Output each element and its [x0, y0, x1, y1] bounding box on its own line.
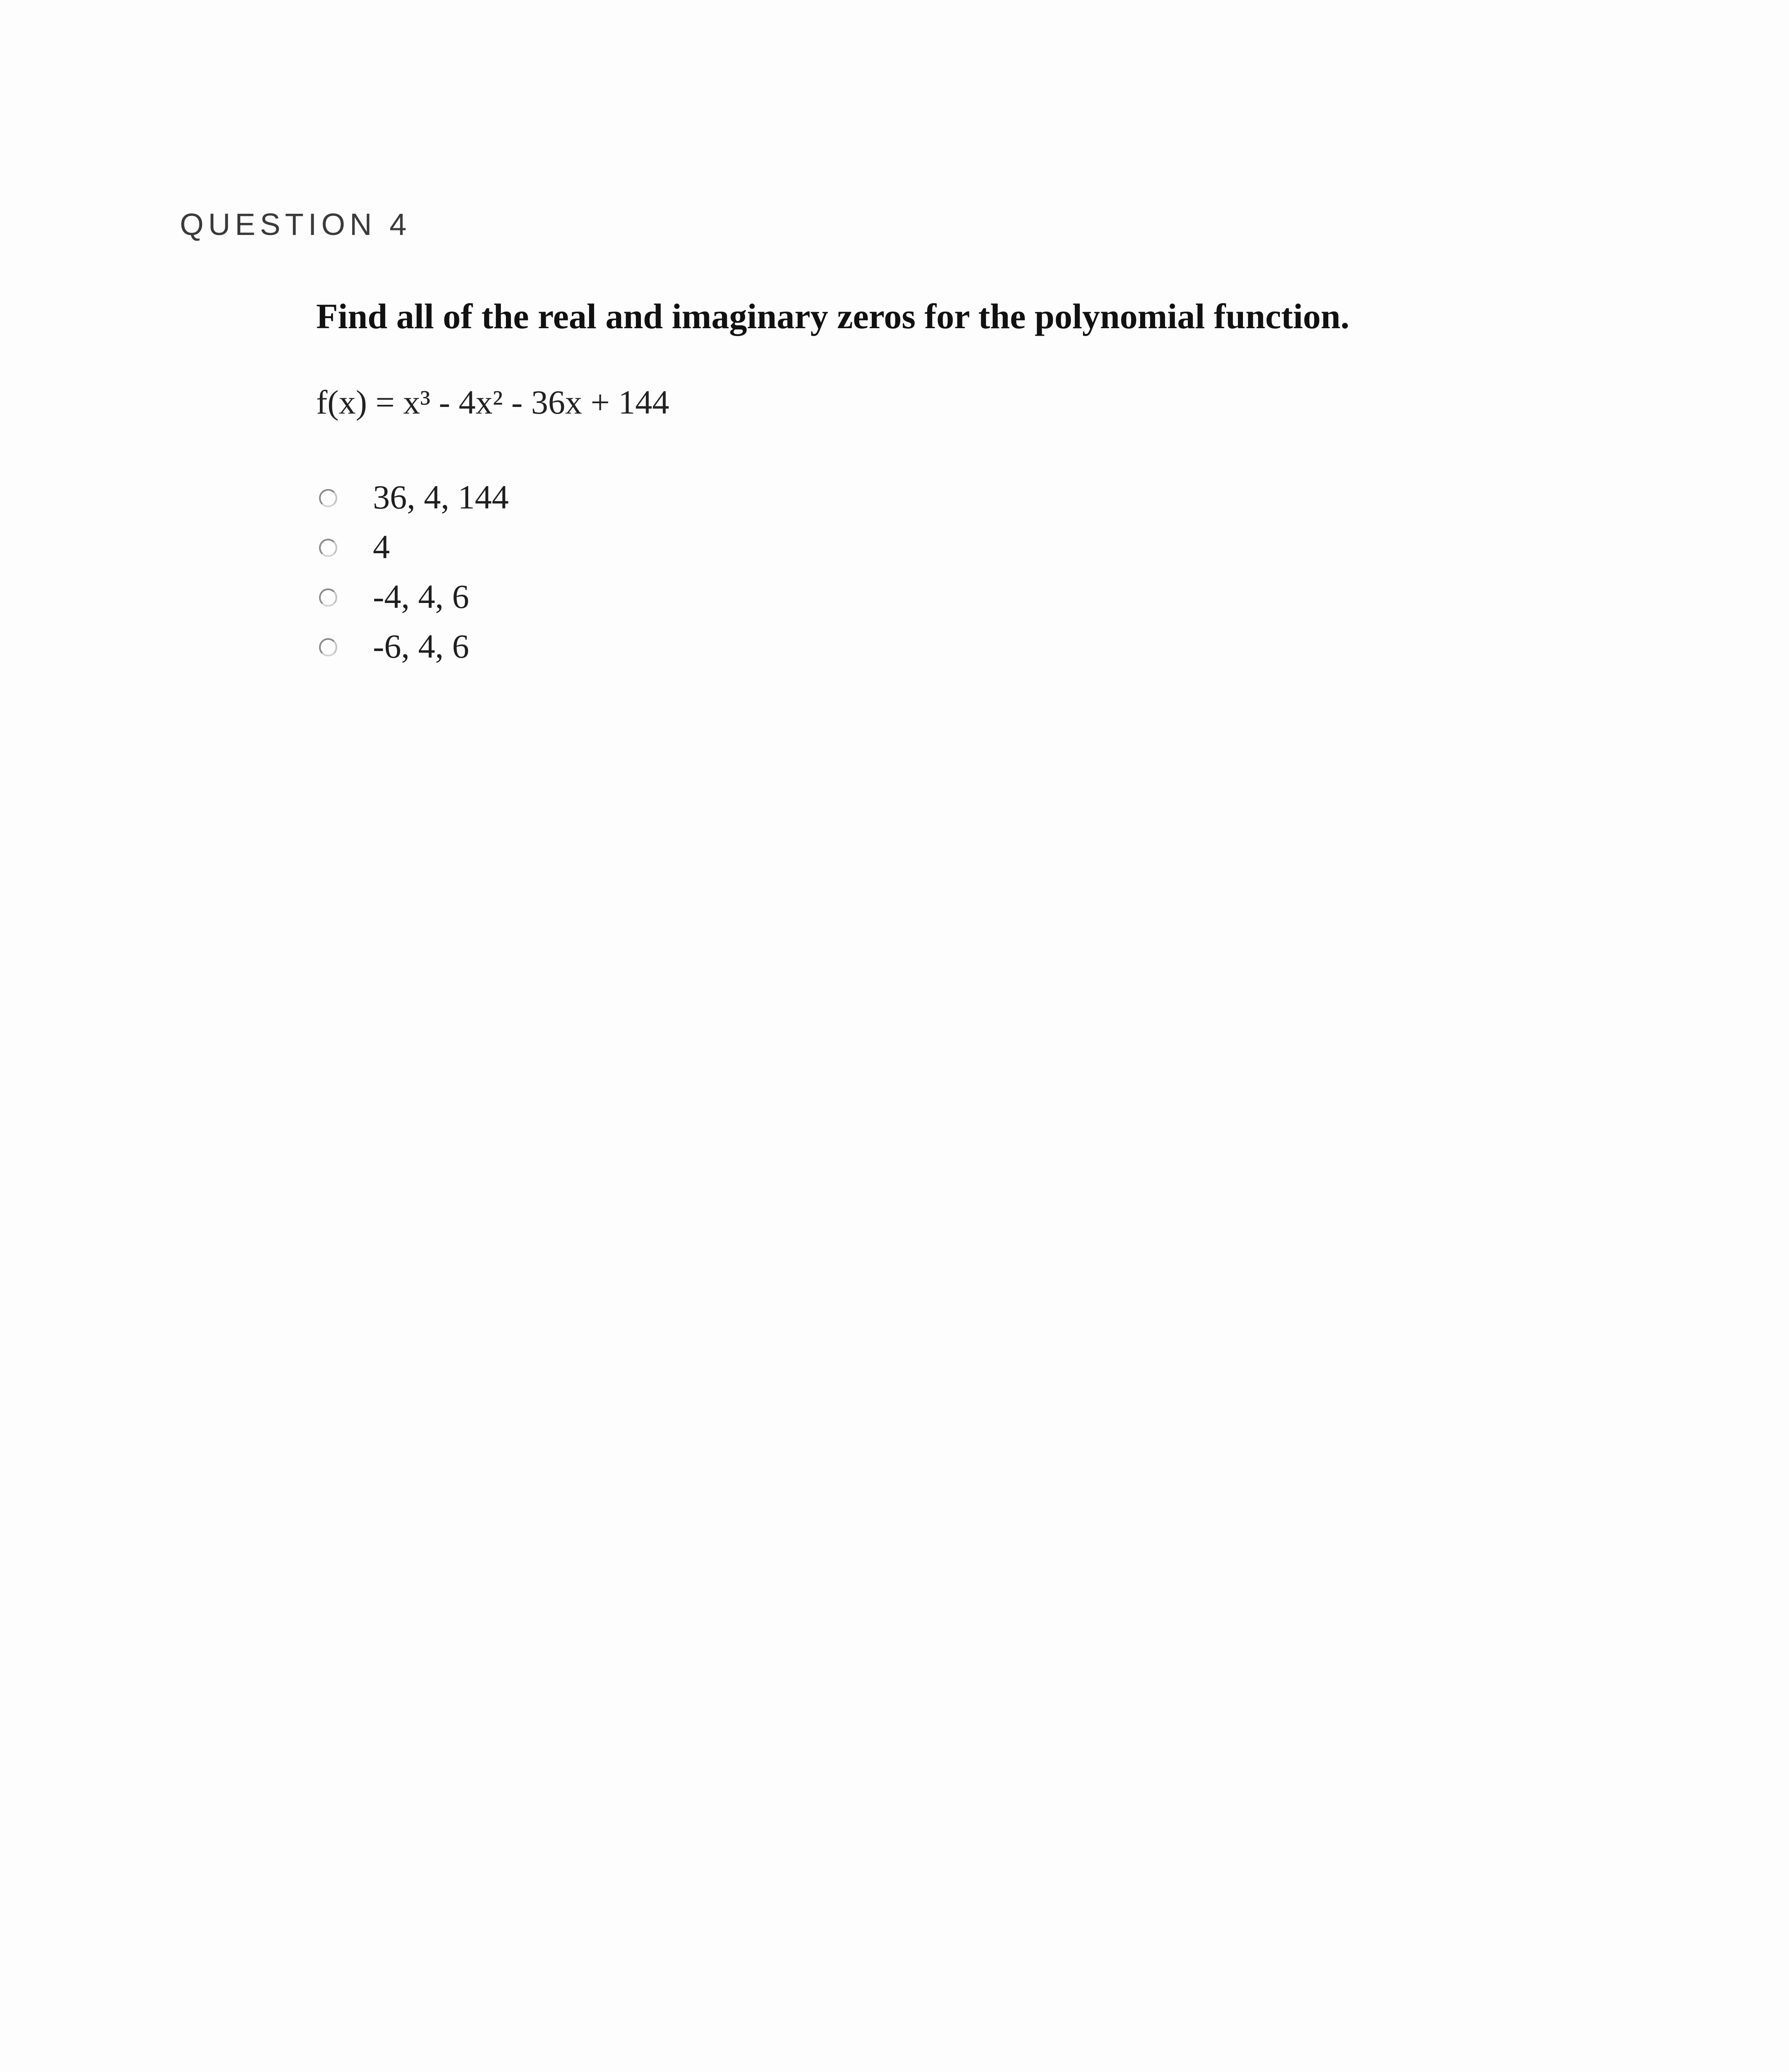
answer-option-label: 36, 4, 144	[373, 478, 509, 516]
answer-option-label: -6, 4, 6	[373, 627, 469, 665]
answer-options	[319, 472, 899, 671]
answer-option[interactable]	[319, 622, 899, 671]
answer-option[interactable]	[319, 522, 899, 572]
radio-button[interactable]	[319, 638, 337, 656]
answer-option-label: 4	[373, 528, 390, 566]
question-prompt: Find all of the real and imaginary zeros for the polynomial function.	[316, 296, 1350, 336]
answer-option-label: -4, 4, 6	[373, 578, 469, 615]
answer-option[interactable]	[319, 572, 899, 622]
radio-button[interactable]	[319, 539, 337, 557]
answer-option[interactable]	[319, 472, 899, 522]
question-header: QUESTION 4	[180, 207, 411, 242]
radio-button[interactable]	[319, 489, 337, 507]
radio-button[interactable]	[319, 588, 337, 607]
polynomial-equation: f(x) = x³ - 4x² - 36x + 144	[316, 383, 670, 421]
